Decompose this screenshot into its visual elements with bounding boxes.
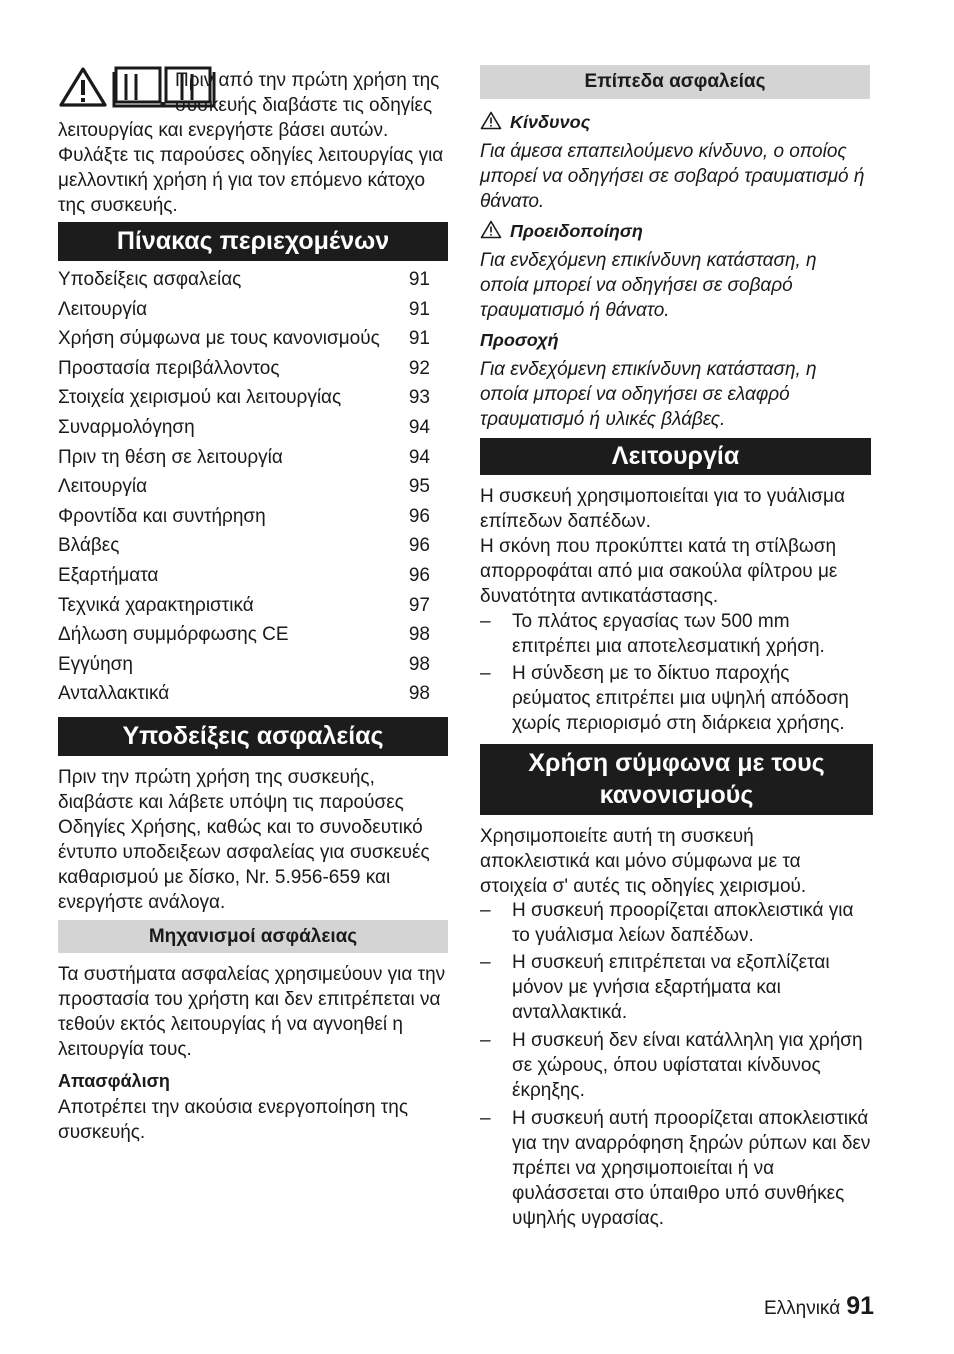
toc-item-page: 96: [408, 565, 430, 586]
toc-item-page: 91: [408, 269, 430, 290]
safety-mechanisms-title: Μηχανισμοί ασφάλειας: [58, 920, 448, 953]
safety-mechanisms-text: Τα συστήματα ασφαλείας χρησιμεύουν για την προστασία του χρήστη και δεν επιτρέπεται να τεθούν εκτός λειτουργίας ή να αγνοηθεί η λειτουργία τους.: [58, 964, 446, 1060]
toc-item-page: 92: [408, 357, 430, 379]
footer-language: Ελληνικά: [763, 1298, 841, 1319]
toc-item-page: 94: [408, 417, 430, 438]
intended-title-line-2: κανονισμούς: [599, 781, 754, 809]
lock-title: Απασφάλιση: [58, 1071, 170, 1091]
toc-item-label: Χρήση σύμφωνα με τους κανονισμούς: [58, 328, 380, 350]
danger-title-text: Κίνδυνος: [510, 112, 591, 132]
warning-title: [480, 219, 643, 244]
toc-title: Πίνακας περιεχομένων: [58, 222, 448, 261]
toc-item-page: 96: [408, 535, 430, 557]
function-section-title: Λειτουργία: [480, 438, 871, 475]
lock-text: Αποτρέπει την ακούσια ενεργοποίηση της συσκευής.: [58, 1097, 408, 1143]
toc-item-label: Υποδείξεις ασφαλείας: [58, 269, 242, 290]
toc-item-page: 94: [408, 446, 430, 468]
toc-item-page: 97: [408, 594, 430, 616]
intended-title-line-1: Χρήση σύμφωνα με τους: [528, 749, 825, 777]
toc-item-label: Προστασία περιβάλλοντος: [58, 357, 280, 379]
toc-item-page: 91: [408, 328, 430, 350]
toc-item-label: Εξαρτήματα: [58, 565, 159, 586]
dash-bullet: –: [480, 952, 491, 973]
dash-bullet: –: [480, 611, 491, 632]
list-item-text: Η συσκευή δεν είναι κατάλληλη για χρήση σε χώρους, όπου υφίσταται κίνδυνος έκρηξης.: [512, 1030, 863, 1101]
page-number: 91: [846, 1292, 874, 1320]
safety-section-title: Υποδείξεις ασφαλείας: [58, 717, 448, 756]
toc-item-label: Στοιχεία χειρισμού και λειτουργίας: [58, 387, 342, 409]
toc-item-label: Φροντίδα και συντήρηση: [58, 505, 266, 527]
dash-bullet: –: [480, 900, 491, 921]
intended-use-section-title: [480, 744, 873, 815]
intro-line-1: Πριν από την πρώτη χρήση της: [175, 70, 440, 91]
toc-item-label: Λειτουργία: [58, 476, 148, 498]
list-item-text: Η συσκευή επιτρέπεται να εξοπλίζεται μόνον με γνήσια εξαρτήματα και ανταλλακτικά.: [512, 952, 830, 1023]
toc-item-label: Τεχνικά χαρακτηριστικά: [58, 594, 254, 616]
toc-item-page: 91: [408, 298, 430, 320]
toc-item-page: 98: [408, 624, 430, 646]
intended-text: Χρησιμοποιείτε αυτή τη συσκευή αποκλειστικά και μόνο σύμφωνα με τα στοιχεία σ' αυτές τις οδηγίες χειρισμού.: [480, 826, 807, 897]
warning-title-text: Προειδοποίηση: [510, 221, 643, 241]
dash-bullet: –: [480, 1108, 491, 1129]
list-item-text: Η συσκευή αυτή προορίζεται αποκλειστικά για την αναρρόφηση ξηρών ρύπων και δεν πρέπει να χρησιμοποιείται ή να φυλάσσεται στο ύπαιθρο υπό συνθήκες υψηλής υγρασίας.: [512, 1108, 871, 1229]
toc-item-label: Πριν τη θέση σε λειτουργία: [58, 446, 283, 468]
page-footer: [764, 1292, 874, 1321]
intro-text: λειτουργίας και ενεργήστε βάσει αυτών. Φυλάξτε τις παρούσες οδηγίες λειτουργίας για μελλοντική χρήση ή για τον επόμενο κάτοχο της συσκευής.: [58, 120, 444, 216]
list-item-text: Το πλάτος εργασίας των 500 mm επιτρέπει μια αποτελεσματική χρήση.: [512, 611, 825, 657]
toc-item-label: Ανταλλακτικά: [58, 683, 170, 705]
list-item-text: Η συσκευή προορίζεται αποκλειστικά για το γυάλισμα λείων δαπέδων.: [512, 900, 854, 946]
toc-item-label: Εγγύηση: [58, 653, 133, 675]
intro-line-2: συσκευής διαβάστε τις οδηγίες: [175, 95, 433, 116]
caution-title: Προσοχή: [480, 330, 559, 350]
function-text-2: Η σκόνη που προκύπτει κατά τη στίλβωση απορροφάται από μια σακούλα φίλτρου με δυνατότητα αντικατάστασης.: [480, 536, 838, 607]
caution-text: Για ενδεχόμενη επικίνδυνη κατάσταση, η οποία μπορεί να οδηγήσει σε ελαφρό τραυματισμό ή υλικές βλάβες.: [480, 359, 817, 430]
safety-text: Πριν την πρώτη χρήση της συσκευής, διαβάστε και λάβετε υπόψη τις παρούσες Οδηγίες Χρήσης, καθώς και το συνοδευτικό έντυπο υποδειξεων ασφαλείας για συσκευές καθαρισμού με δίσκο, Nr. 5.956-659 και ενεργήστε ανάλογα.: [58, 767, 430, 913]
list-item-text: Η σύνδεση με το δίκτυο παροχής ρεύματος επιτρέπει μια υψηλή απόδοση χωρίς περιορισμό στη διάρκεια χρήσης.: [512, 663, 849, 734]
dash-bullet: –: [480, 1030, 491, 1051]
dash-bullet: –: [480, 663, 491, 684]
function-text-1: Η συσκευή χρησιμοποιείται για το γυάλισμα επίπεδων δαπέδων.: [480, 486, 845, 532]
toc-item-label: Δήλωση συμμόρφωσης CE: [58, 624, 289, 646]
toc-item-page: 95: [408, 476, 430, 498]
warning-icon: [480, 111, 502, 130]
safety-levels-title: Επίπεδα ασφαλείας: [480, 65, 870, 99]
danger-title: [480, 110, 590, 135]
danger-text: Για άμεσα επαπειλούμενο κίνδυνο, ο οποίος μπορεί να οδηγήσει σε σοβαρό τραυματισμό ή θάνατο.: [480, 141, 865, 212]
toc-item-label: Βλάβες: [58, 535, 120, 557]
warning-icon: [480, 220, 502, 239]
warning-text: Για ενδεχόμενη επικίνδυνη κατάσταση, η οποία μπορεί να οδηγήσει σε σοβαρό τραυματισμό ή θάνατο.: [480, 250, 817, 321]
toc-item-page: 93: [408, 387, 430, 409]
toc-item-page: 98: [408, 683, 430, 705]
toc-item-label: Συναρμολόγηση: [58, 417, 195, 438]
toc-item-page: 96: [408, 505, 430, 527]
toc-item-label: Λειτουργία: [58, 298, 148, 320]
warning-icon: [58, 66, 108, 108]
toc-item-page: 98: [408, 653, 430, 675]
